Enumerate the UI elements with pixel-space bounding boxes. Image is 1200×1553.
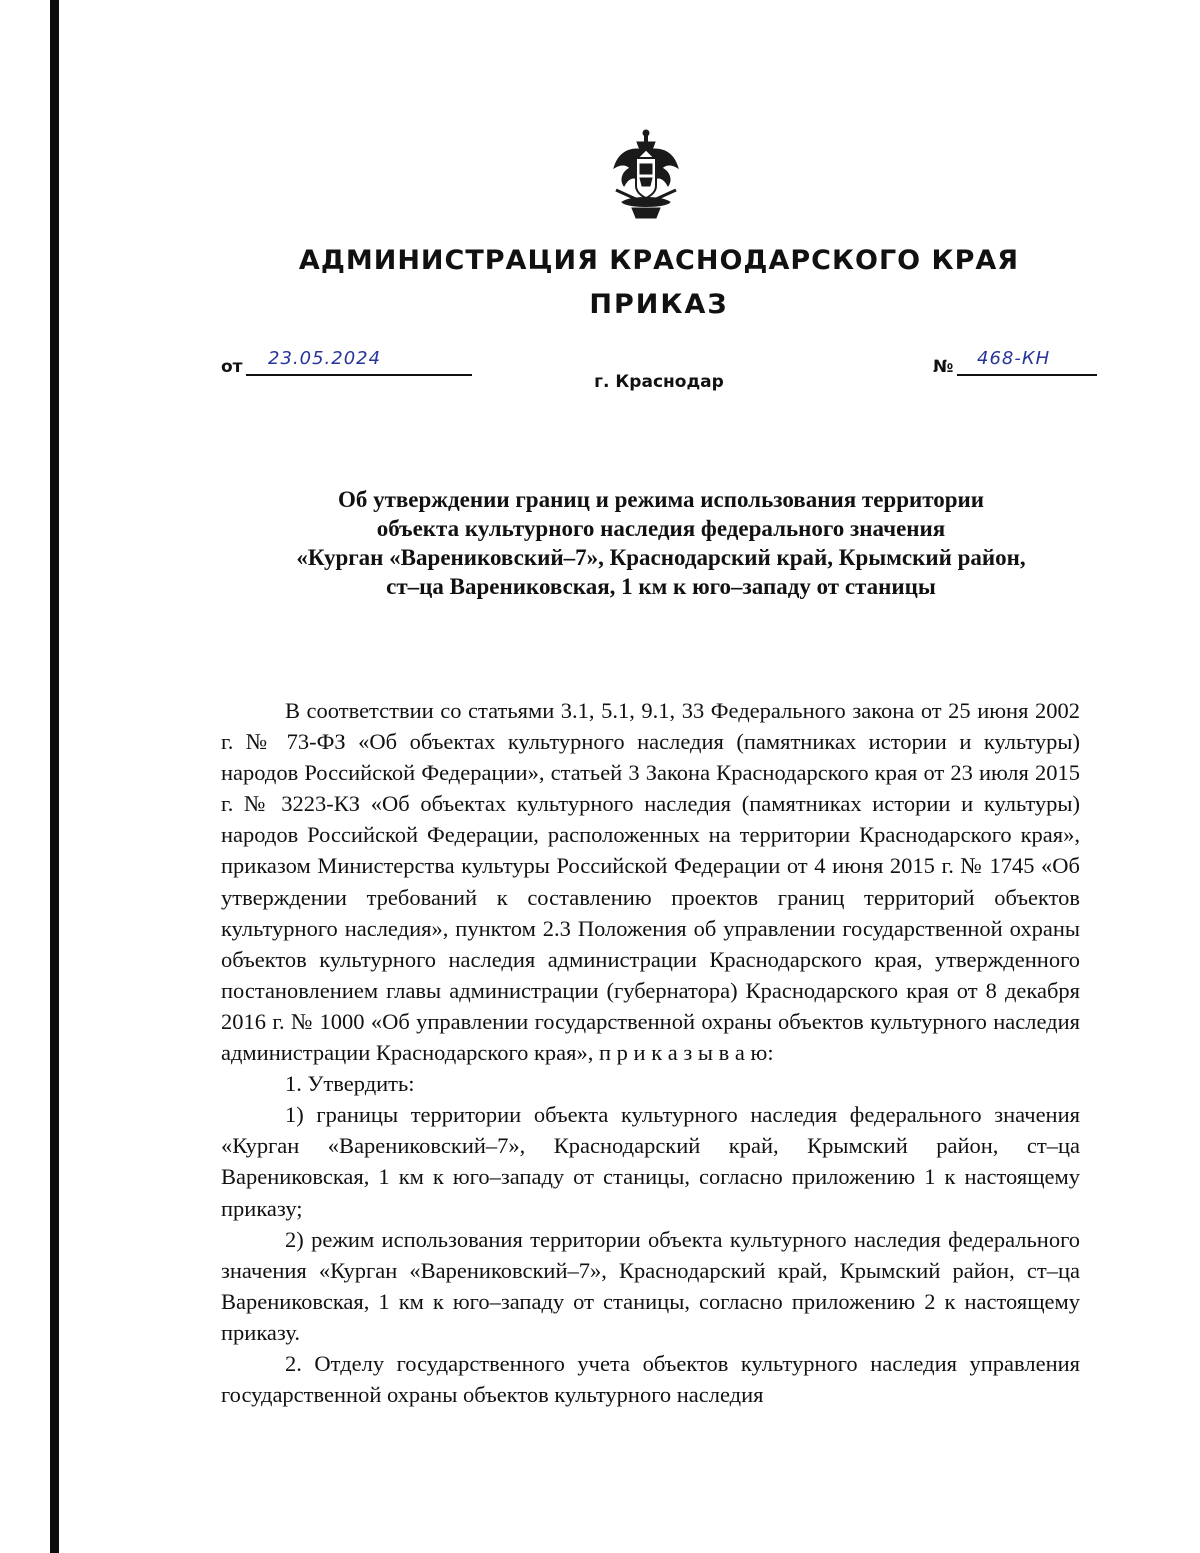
city-name: г. Краснодар: [594, 372, 724, 392]
number-prefix: №: [933, 357, 954, 377]
body-paragraph: 1) границы территории объекта культурного наследия федерального значения «Курган «Варениковский–7», Краснодарский край, Крымский район, ст–ца Варениковская, 1 км к юго–западу от станицы, согласно приложению 1 к настоящему приказу;: [221, 1102, 1080, 1221]
body-paragraph: 1. Утвердить:: [285, 1071, 415, 1097]
title-line: объекта культурного наследия федерального значения: [376, 516, 946, 541]
title-line: «Курган «Варениковский–7», Краснодарский край, Крымский район,: [296, 545, 1026, 570]
document-type: ПРИКАЗ: [589, 289, 729, 320]
handwritten-date: 23.05.2024: [268, 348, 382, 369]
coat-of-arms-icon: [610, 128, 682, 222]
handwritten-number: 468-КН: [977, 348, 1051, 369]
organization-name: АДМИНИСТРАЦИЯ КРАСНОДАРСКОГО КРАЯ: [298, 245, 1020, 276]
body-paragraph: 2) режим использования территории объекта культурного наследия федерального значения «Курган «Варениковский–7», Краснодарский край, Крымский район, ст–ца Варениковская, 1 км к юго–западу от станицы, согласно приложению 2 к настоящему приказу.: [221, 1226, 1080, 1345]
date-prefix: от: [221, 357, 243, 377]
title-line: ст–ца Варениковская, 1 км к юго–западу от станицы: [386, 574, 936, 599]
title-line: Об утверждении границ и режима использования территории: [337, 487, 985, 512]
document-title: [221, 485, 1101, 601]
scan-edge-bar: [50, 0, 59, 1553]
body-paragraph: 2. Отделу государственного учета объектов культурного наследия управления государственной охраны объектов культурного наследия: [221, 1350, 1080, 1408]
body-paragraph: В соответствии со статьями 3.1, 5.1, 9.1, 33 Федерального закона от 25 июня 2002 г. № 73-ФЗ «Об объектах культурного наследия (памятниках истории и культуры) народов Российской Федерации», статьей 3 Закона Краснодарского края от 23 июля 2015 г. № 3223-КЗ «Об объектах культурного наследия (памятниках истории и культуры) народов Российской Федерации, расположенных на территории Краснодарского края», приказом Министерства культуры Российской Федерации от 4 июня 2015 г. № 1745 «Об утверждении требований к составлению проектов границ территорий объектов культурного наследия», пунктом 2.3 Положения об управлении государственной охраны объектов культурного наследия администрации Краснодарского края, утвержденного постановлением главы администрации (губернатора) Краснодарского края от 8 декабря 2016 г. № 1000 «Об управлении государственной охраны объектов культурного наследия администрации Краснодарского края», п р и к а з ы в а ю:: [221, 698, 1080, 1066]
document-body: [221, 695, 1080, 1410]
